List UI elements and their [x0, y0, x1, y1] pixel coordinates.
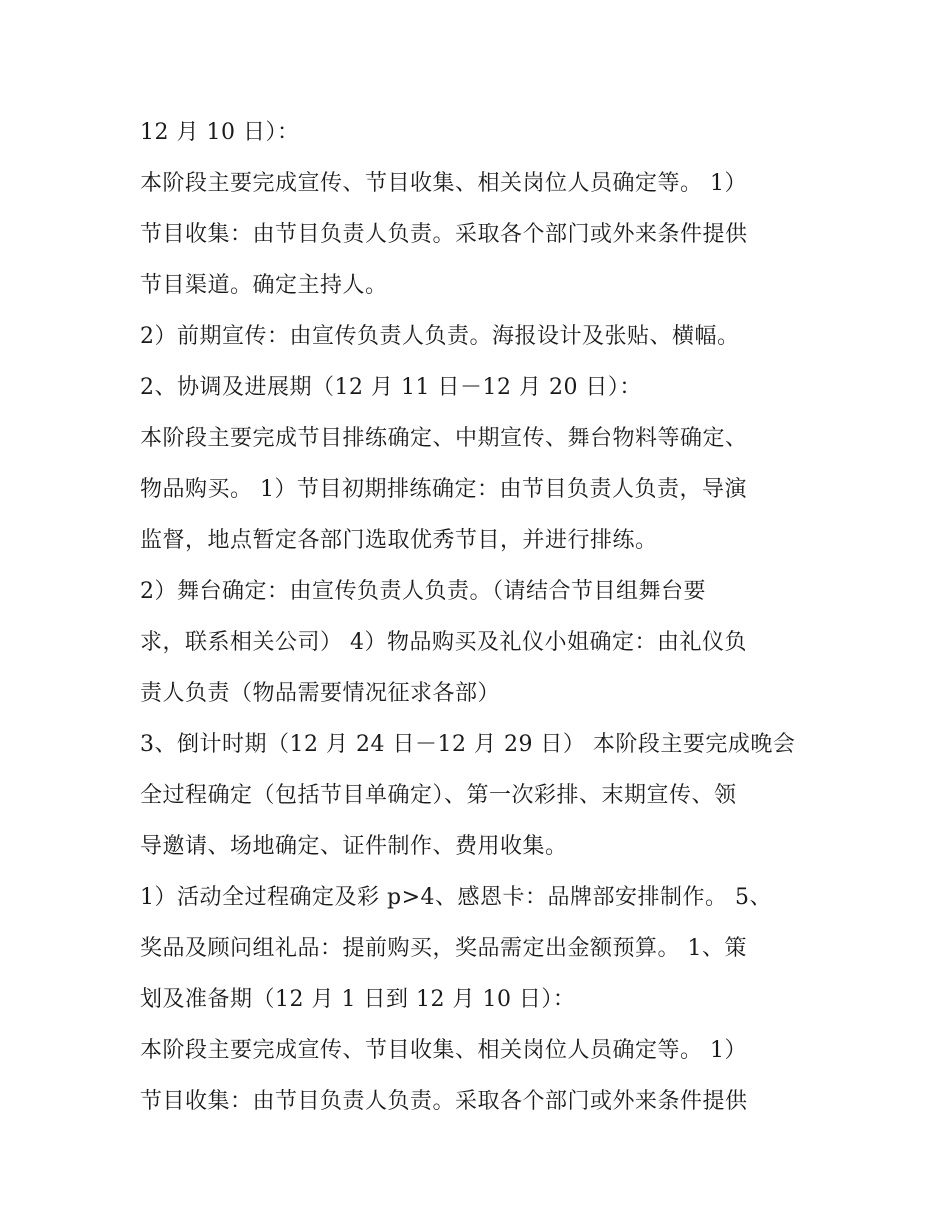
- text-line: 本阶段主要完成节目排练确定、中期宣传、舞台物料等确定、: [140, 426, 748, 451]
- text-line: 物品购买。 1）节目初期排练确定：由节目负责人负责，导演: [140, 477, 747, 502]
- text-line: 节目渠道。确定主持人。: [140, 273, 388, 298]
- text-line: 节目收集：由节目负责人负责。采取各个部门或外来条件提供: [140, 1089, 748, 1114]
- text-line: 责人负责（物品需要情况征求各部）: [140, 681, 501, 706]
- text-line: 1）活动全过程确定及彩 p>4、感恩卡：品牌部安排制作。 5、: [140, 885, 772, 910]
- text-line: 2）舞台确定：由宣传负责人负责。（请结合节目组舞台要: [140, 579, 706, 604]
- text-line: 节目收集：由节目负责人负责。采取各个部门或外来条件提供: [140, 222, 748, 247]
- text-line: 3、倒计时期（12 月 24 日－12 月 29 日） 本阶段主要完成晚会: [140, 732, 796, 757]
- text-line: 导邀请、场地确定、证件制作、费用收集。: [140, 834, 568, 859]
- text-line: 监督，地点暂定各部门选取优秀节目，并进行排练。: [140, 528, 658, 553]
- text-line: 本阶段主要完成宣传、节目收集、相关岗位人员确定等。 1）: [140, 1038, 747, 1063]
- text-line: 奖品及顾问组礼品：提前购买，奖品需定出金额预算。 1、策: [140, 936, 747, 961]
- document-body: [140, 107, 820, 1127]
- text-line: 求，联系相关公司） 4）物品购买及礼仪小姐确定：由礼仪负: [140, 630, 747, 655]
- text-line: 划及准备期（12 月 1 日到 12 月 10 日）：: [140, 987, 576, 1012]
- text-line: 全过程确定（包括节目单确定）、第一次彩排、末期宣传、领: [140, 783, 737, 808]
- text-line: 12 月 10 日）：: [140, 120, 300, 145]
- text-line: 本阶段主要完成宣传、节目收集、相关岗位人员确定等。 1）: [140, 171, 747, 196]
- text-line: 2）前期宣传：由宣传负责人负责。海报设计及张贴、横幅。: [140, 324, 740, 349]
- text-line: 2、协调及进展期（12 月 11 日－12 月 20 日）：: [140, 375, 642, 400]
